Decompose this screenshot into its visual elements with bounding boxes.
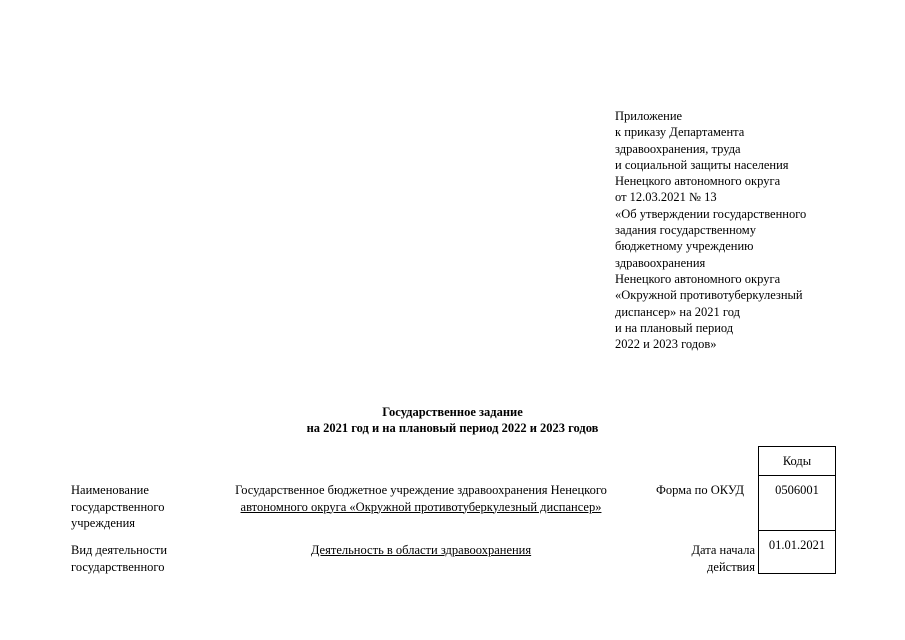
appendix-line: от 12.03.2021 № 13 xyxy=(615,190,717,205)
institution-name-value: Государственное бюджетное учреждение здравоохранения Ненецкого автономного округа «Окружной противотуберкулезный диспансер» xyxy=(235,483,607,514)
activity-type-label: Вид деятельности государственного xyxy=(71,543,168,574)
document-subtitle: на 2021 год и на плановый период 2022 и 2023 годов xyxy=(306,421,599,435)
okud-code: 0506001 xyxy=(759,476,836,531)
appendix-line: и социальной защиты населения xyxy=(615,157,789,172)
okud-form-label: Форма по ОКУД xyxy=(656,483,744,497)
appendix-line: диспансер» на 2021 год xyxy=(615,304,740,319)
codes-header: Коды xyxy=(759,447,836,476)
appendix-line: «Окружной противотуберкулезный xyxy=(615,288,803,303)
activity-type-value: Деятельность в области здравоохранения xyxy=(310,543,532,557)
appendix-line: к приказу Департамента xyxy=(615,125,745,140)
codes-table xyxy=(758,446,836,574)
appendix-line: здравоохранения, труда xyxy=(615,141,741,156)
appendix-block xyxy=(615,108,875,352)
appendix-line: и на плановый период xyxy=(615,320,734,335)
appendix-line: бюджетному учреждению xyxy=(615,239,754,254)
start-date-label: Дата начала действия xyxy=(691,543,755,574)
document-title: Государственное задание xyxy=(382,405,523,419)
appendix-line: Ненецкого автономного округа xyxy=(615,271,781,286)
appendix-line: 2022 и 2023 годов» xyxy=(615,337,717,352)
appendix-line: здравоохранения xyxy=(615,255,706,270)
appendix-line: задания государственному xyxy=(615,223,756,238)
appendix-line: «Об утверждении государственного xyxy=(615,206,807,221)
appendix-line: Ненецкого автономного округа xyxy=(615,174,781,189)
start-date-code: 01.01.2021 xyxy=(759,531,836,574)
institution-name-label: Наименование государственного учреждения xyxy=(71,483,165,530)
appendix-line: Приложение xyxy=(615,109,683,123)
